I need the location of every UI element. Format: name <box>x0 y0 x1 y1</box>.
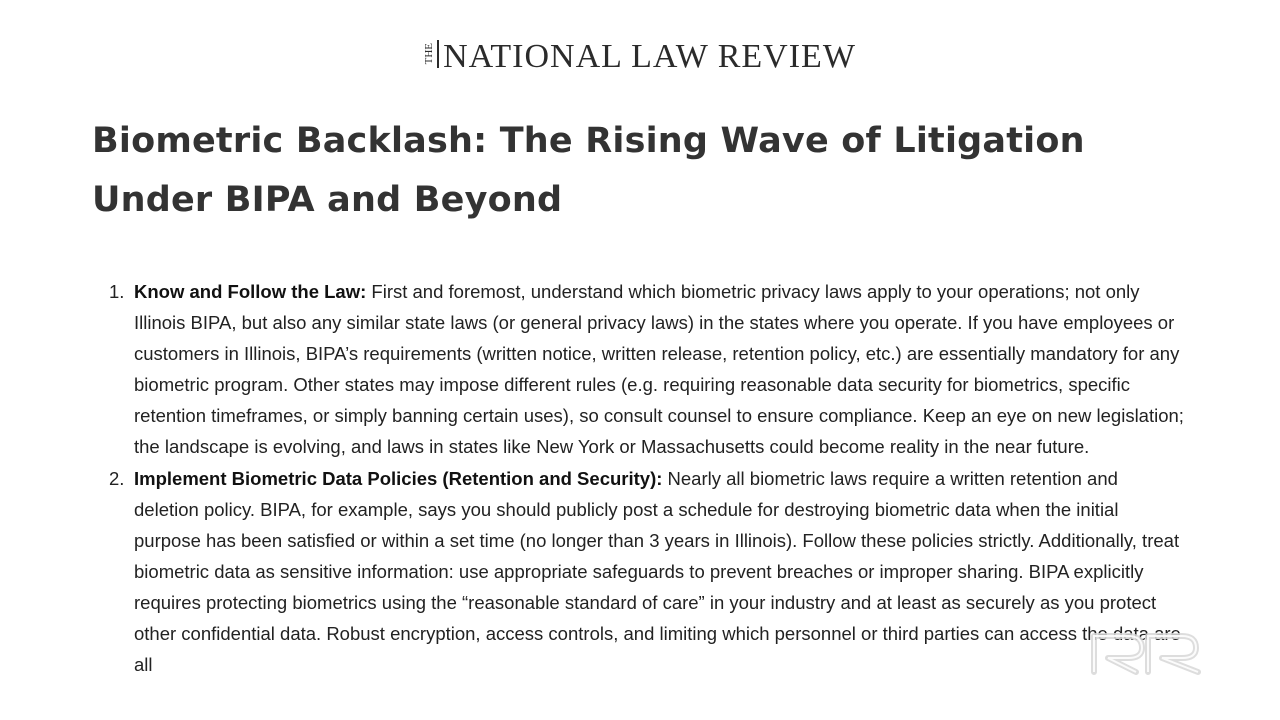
list-item-text: Nearly all biometric laws require a written retention and deletion policy. BIPA, for example, says you should publicly post a schedule for destroying biometric data when the initial purpose has been satisfied or within a set time (no longer than 3 years in Illinois). Follow these policies strictly. Additionally, treat biometric data as sensitive information: use appropriate safeguards to prevent breaches or improper sharing. BIPA explicitly requires protecting biometrics using the “reasonable standard of care” in your industry and at least as securely as you protect other confidential data. Robust encryption, access controls, and limiting which personnel or third parties can access the data are all <box>134 467 1181 676</box>
list-item-number: 1. <box>109 281 125 302</box>
article-headline: Biometric Backlash: The Rising Wave of Litigation Under BIPA and Beyond <box>92 121 1085 220</box>
masthead-divider <box>437 40 439 68</box>
masthead-name: NATIONAL LAW REVIEW <box>443 38 856 75</box>
rr-logo-icon <box>1088 628 1210 678</box>
list-item-number: 2. <box>109 467 125 489</box>
masthead-the: THE <box>423 43 436 65</box>
list-item-heading: Implement Biometric Data Policies (Retention and Security): <box>134 467 663 489</box>
list-item-text: First and foremost, understand which biometric privacy laws apply to your operations; not only Illinois BIPA, but also any similar state laws (or general privacy laws) in the states where you operate. If you have employees or customers in Illinois, BIPA’s requirements (written notice, written release, retention policy, etc.) are essentially mandatory for any biometric program. Other states may impose different rules (e.g. requiring reasonable data security for biometrics, specific retention timeframes, or simply banning certain uses), so consult counsel to ensure compliance. Keep an eye on new legislation; the landscape is evolving, and laws in states like New York or Massachusetts could become reality in the near future. <box>134 281 1184 458</box>
list-item-heading: Know and Follow the Law: <box>134 281 367 302</box>
list-item <box>0 463 1184 681</box>
list-item <box>0 276 1184 463</box>
article-list <box>0 276 1280 680</box>
publication-masthead <box>0 38 1280 76</box>
